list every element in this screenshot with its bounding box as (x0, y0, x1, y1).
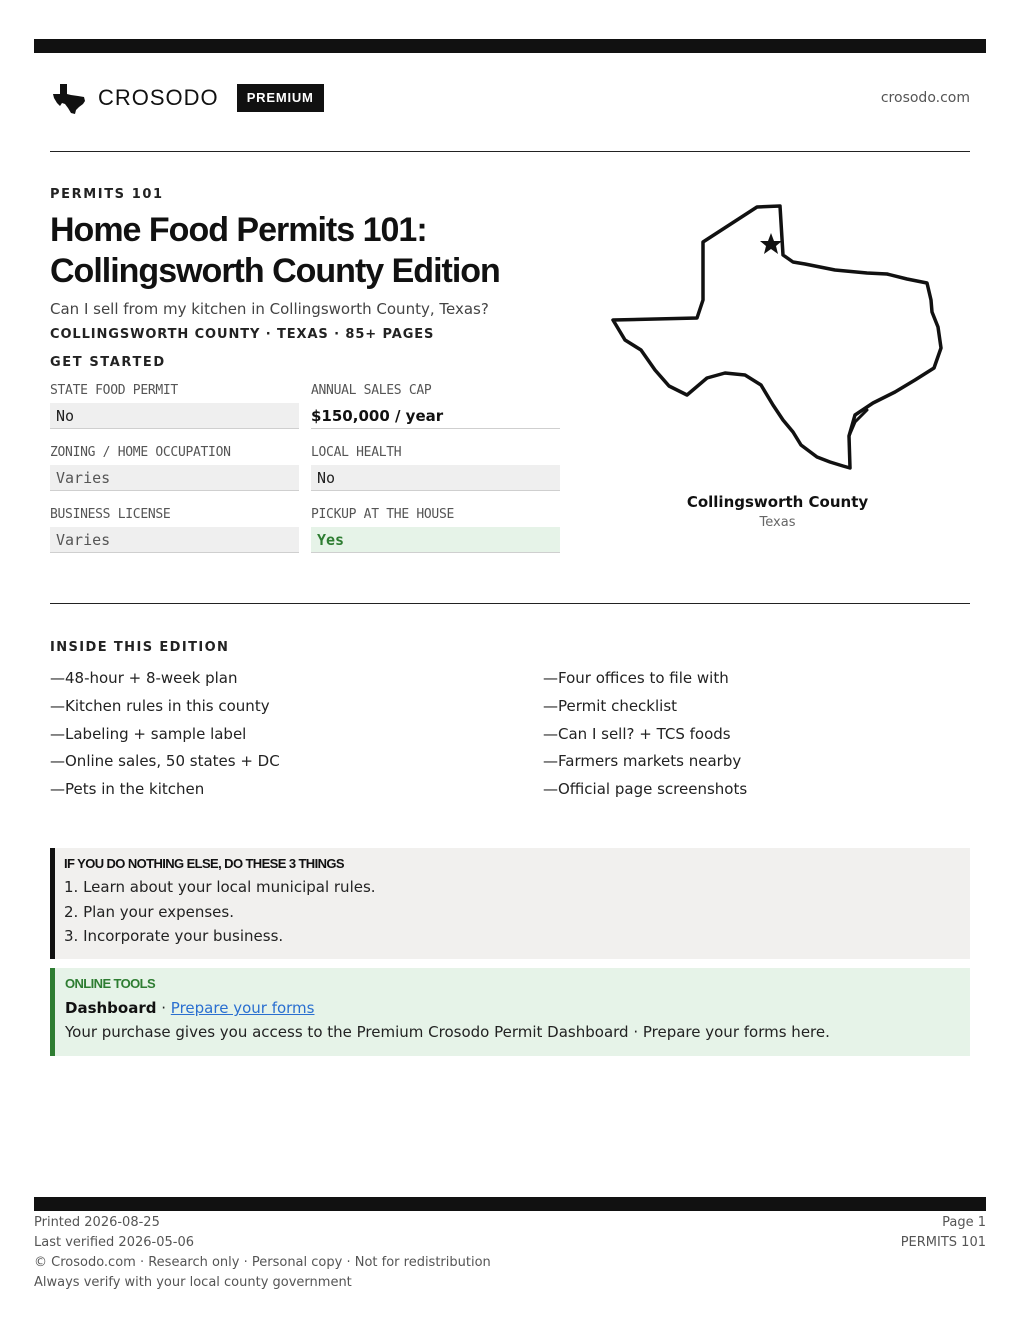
separator: · (156, 999, 171, 1017)
list-item: —48-hour + 8-week plan (50, 669, 238, 687)
fact-pickup (311, 506, 560, 553)
list-item: —Kitchen rules in this county (50, 696, 270, 715)
list-item: —Four offices to file with (543, 669, 729, 687)
step-item: 3. Incorporate your business. (64, 927, 284, 945)
fact-value: No (50, 403, 299, 429)
texas-logo-icon (52, 81, 88, 115)
section-divider (50, 603, 970, 604)
fact-label: BUSINESS LICENSE (50, 507, 171, 522)
header-divider (50, 151, 970, 152)
brand-name[interactable]: CROSODO (98, 85, 219, 110)
fact-label: LOCAL HEALTH (311, 445, 402, 460)
texas-outline (613, 206, 941, 468)
facts-grid (50, 382, 559, 553)
disclaimer: Always verify with your local county government (34, 1275, 352, 1290)
inside-list-right (543, 665, 747, 804)
printed-date: Printed 2026-08-25 (34, 1215, 160, 1230)
do-these-callout (50, 848, 970, 959)
top-rule-bar (34, 39, 986, 53)
fact-value: Yes (311, 527, 560, 553)
prepare-forms-link[interactable]: Prepare your forms (170, 999, 315, 1017)
step-item: 1. Learn about your local municipal rules. (64, 878, 376, 896)
verified-date: Last verified 2026-05-06 (34, 1235, 194, 1250)
star-icon (760, 233, 782, 254)
footer-right (901, 1213, 986, 1253)
fact-state-food-permit (50, 382, 299, 429)
steps-list (64, 875, 970, 949)
site-url[interactable]: crosodo.com (880, 90, 970, 106)
map-state-label: Texas (759, 515, 796, 530)
fact-label: ZONING / HOME OCCUPATION (50, 445, 231, 460)
list-item: —Pets in the kitchen (50, 780, 205, 799)
list-item: —Labeling + sample label (50, 724, 247, 743)
page-title: Home Food Permits 101: Collingsworth County Edition (50, 211, 500, 290)
edition-meta: COLLINGSWORTH COUNTY · TEXAS · 85+ PAGES (50, 327, 435, 342)
callout-title: IF YOU DO NOTHING ELSE, DO THESE 3 THINGS (64, 856, 344, 871)
map-county-label: Collingsworth County (686, 493, 869, 511)
fact-annual-sales-cap (311, 382, 560, 429)
section-kicker: PERMITS 101 (50, 187, 164, 202)
page-number: Page 1 (942, 1215, 986, 1230)
footer-left (34, 1213, 491, 1293)
list-item: —Official page screenshots (543, 780, 748, 799)
section-name: PERMITS 101 (900, 1235, 986, 1250)
list-item: —Permit checklist (543, 696, 678, 715)
tools-description: Your purchase gives you access to the Premium Crosodo Permit Dashboard · Prepare your forms here. (65, 1023, 830, 1041)
bottom-rule-bar (34, 1197, 986, 1211)
list-item: —Online sales, 50 states + DC (50, 752, 280, 771)
fact-value: $150,000 / year (311, 403, 560, 429)
header (50, 78, 970, 118)
fact-label: ANNUAL SALES CAP (311, 383, 432, 398)
step-item: 2. Plan your expenses. (64, 902, 234, 921)
inside-heading: INSIDE THIS EDITION (50, 640, 230, 655)
fact-value: No (311, 465, 560, 491)
fact-local-health (311, 444, 560, 491)
texas-map (605, 200, 950, 480)
fact-label: STATE FOOD PERMIT (50, 383, 178, 398)
inside-list-left (50, 665, 280, 804)
copyright: © Crosodo.com · Research only · Personal copy · Not for redistribution (34, 1255, 491, 1270)
fact-value: Varies (50, 465, 299, 491)
fact-zoning (50, 444, 299, 491)
online-tools-callout (50, 968, 970, 1056)
fact-label: PICKUP AT THE HOUSE (311, 507, 455, 522)
tools-line (65, 999, 970, 1017)
fact-value: Varies (50, 527, 299, 553)
get-started-heading: GET STARTED (50, 355, 166, 370)
premium-badge: PREMIUM (237, 84, 324, 112)
callout-title: ONLINE TOOLS (65, 976, 156, 991)
list-item: —Can I sell? + TCS foods (543, 724, 731, 743)
page-subtitle: Can I sell from my kitchen in Collingsworth County, Texas? (50, 300, 489, 318)
dashboard-label: Dashboard (65, 999, 157, 1017)
list-item: —Farmers markets nearby (543, 752, 742, 771)
fact-business-license (50, 506, 299, 553)
